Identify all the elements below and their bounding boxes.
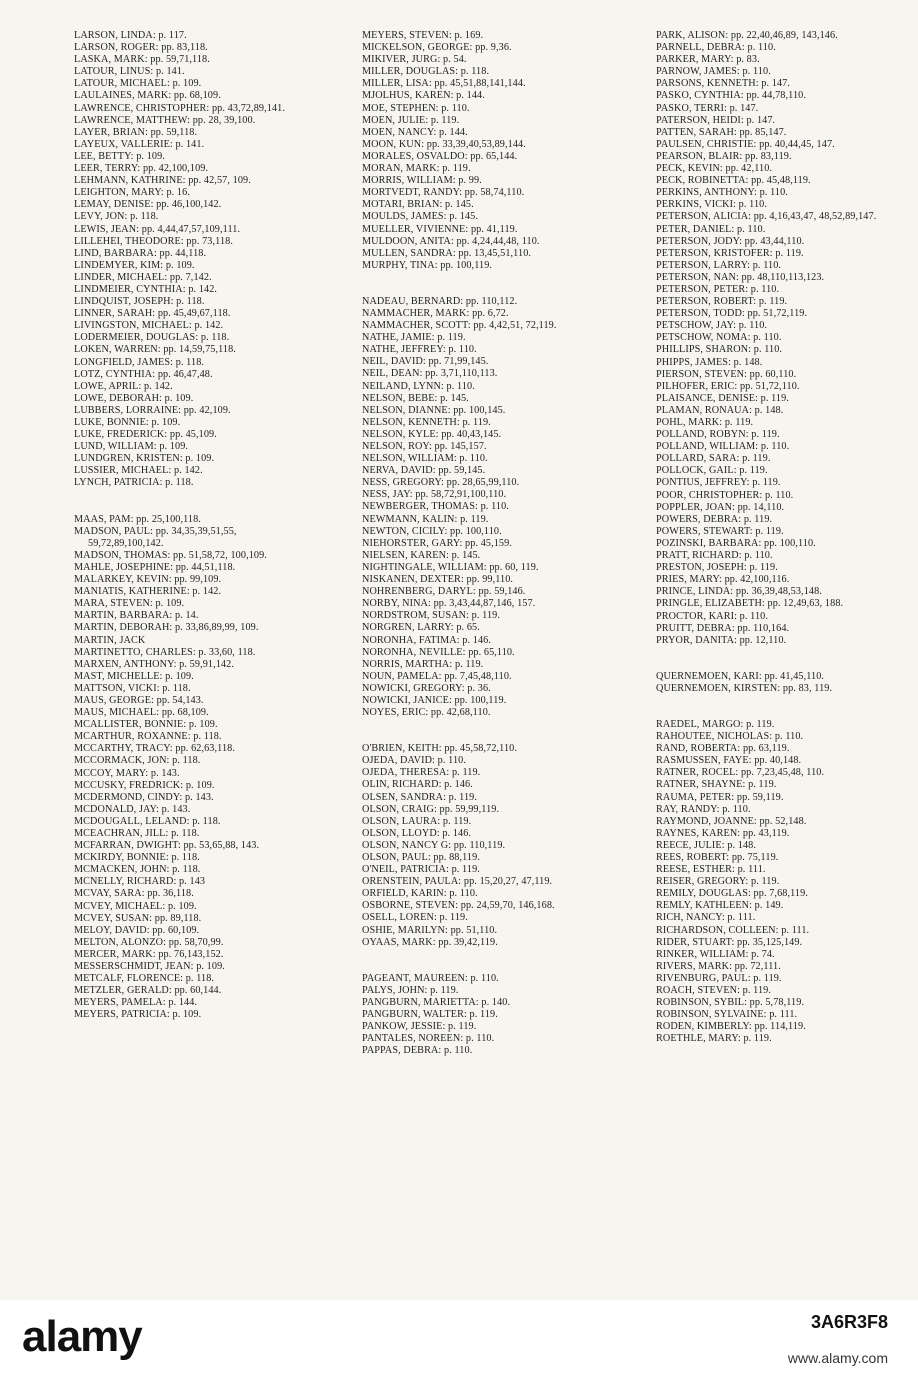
index-entry: MUELLER, VIVIENNE: pp. 41,119. bbox=[362, 223, 518, 235]
index-entry: NEWTON, CICILY: pp. 100,110. bbox=[362, 525, 502, 537]
index-entry: PANGBURN, MARIETTA: p. 140. bbox=[362, 996, 511, 1008]
index-entry: PAULSEN, CHRISTIE: pp. 40,44,45, 147. bbox=[656, 138, 835, 150]
index-entry: RAYNES, KAREN: pp. 43,119. bbox=[656, 827, 790, 839]
index-entry: MCDONALD, JAY: p. 143. bbox=[74, 803, 191, 815]
index-entry: MCDOUGALL, LELAND: p. 118. bbox=[74, 815, 221, 827]
index-entry: POHL, MARK: p. 119. bbox=[656, 417, 754, 428]
section-gap bbox=[362, 719, 612, 743]
index-entry: NELSON, KENNETH: p. 119. bbox=[362, 416, 491, 428]
index-entry: METCALF, FLORENCE: p. 118. bbox=[74, 973, 215, 985]
watermark-url: www.alamy.com bbox=[787, 1350, 888, 1366]
index-entry: PETERSON, JODY: pp. 43,44,110. bbox=[656, 235, 805, 247]
index-entry: MOON, KUN: pp. 33,39,40,53,89,144. bbox=[362, 138, 526, 150]
index-entry: NIELSEN, KAREN: p. 145. bbox=[362, 549, 481, 561]
index-entry: LINDQUIST, JOSEPH: p. 118. bbox=[74, 296, 205, 308]
index-entry: NORBY, NINA: pp. 3,43,44,87,146, 157. bbox=[362, 598, 536, 610]
index-entry: MARXEN, ANTHONY: p. 59,91,142. bbox=[74, 658, 234, 670]
index-entry: OYAAS, MARK: pp. 39,42,119. bbox=[362, 936, 498, 948]
index-entry: MCEACHRAN, JILL: p. 118. bbox=[74, 828, 200, 839]
index-entry: LATOUR, LINUS: p. 141. bbox=[74, 66, 185, 78]
index-entry: OLSON, NANCY G: pp. 110,119. bbox=[362, 839, 506, 851]
index-entry: LUKE, BONNIE: p. 109. bbox=[74, 417, 181, 428]
index-entry: LEER, TERRY: pp. 42,100,109. bbox=[74, 163, 209, 175]
index-entry: REMILY, DOUGLAS: pp. 7,68,119. bbox=[656, 888, 808, 900]
index-entry: NIEHORSTER, GARY: pp. 45,159. bbox=[362, 537, 512, 549]
index-entry: NADEAU, BERNARD: pp. 110,112. bbox=[362, 295, 518, 307]
index-entry: LUBBERS, LORRAINE: pp. 42,109. bbox=[74, 404, 231, 416]
index-entry: MCDERMOND, CINDY: p. 143. bbox=[74, 791, 214, 803]
index-entry: MARTIN, DEBORAH: p. 33,86,89,99, 109. bbox=[74, 622, 259, 634]
index-entry: NELSON, WILLIAM: p. 110. bbox=[362, 453, 488, 465]
index-entry: LOKEN, WARREN: pp. 14,59,75,118. bbox=[74, 344, 236, 356]
index-entry: RAYMOND, JOANNE: pp. 52,148. bbox=[656, 815, 807, 827]
index-entry: PRIES, MARY: pp. 42,100,116. bbox=[656, 574, 790, 586]
index-entry: ROETHLE, MARY: p. 119. bbox=[656, 1033, 772, 1045]
index-entry: PIERSON, STEVEN: pp. 60,110. bbox=[656, 368, 797, 380]
index-entry: NATHE, JAMIE: p. 119. bbox=[362, 332, 466, 344]
index-entry: MORALES, OSVALDO: pp. 65,144. bbox=[362, 150, 518, 162]
index-entry: PANKOW, JESSIE: p. 119. bbox=[362, 1021, 477, 1033]
index-entry: LOWE, DEBORAH: p. 109. bbox=[74, 392, 194, 404]
index-entry: MCCARTHY, TRACY: pp. 62,63,118. bbox=[74, 743, 235, 755]
index-entry: OLIN, RICHARD: p. 146. bbox=[362, 779, 473, 791]
index-entry: RASMUSSEN, FAYE: pp. 40,148. bbox=[656, 755, 802, 767]
index-entry: ROBINSON, SYLVAINE: p. 111. bbox=[656, 1009, 798, 1021]
index-entry: MORAN, MARK: p. 119. bbox=[362, 163, 471, 175]
index-entry: POLLARD, SARA: p. 119. bbox=[656, 453, 771, 465]
index-entry: MALARKEY, KEVIN: pp. 99,109. bbox=[74, 574, 222, 586]
index-entry: LILLEHEI, THEODORE: pp. 73,118. bbox=[74, 235, 234, 247]
index-entry: LEMAY, DENISE: pp. 46,100,142. bbox=[74, 199, 222, 211]
section-gap bbox=[656, 695, 896, 719]
index-entry: LAULAINES, MARK: pp. 68,109. bbox=[74, 90, 221, 102]
index-entry: MELTON, ALONZO: pp. 58,70,99. bbox=[74, 936, 224, 948]
index-entry: ROBINSON, SYBIL: pp. 5,78,119. bbox=[656, 997, 805, 1009]
index-entry: LAWRENCE, CHRISTOPHER: pp. 43,72,89,141. bbox=[74, 102, 285, 114]
index-entry: OLSEN, SANDRA: p. 119. bbox=[362, 791, 478, 803]
index-entry: MEYERS, STEVEN: p. 169. bbox=[362, 30, 484, 41]
index-entry: RINKER, WILLIAM: p. 74. bbox=[656, 948, 775, 960]
index-entry: NEWBERGER, THOMAS: p. 110. bbox=[362, 501, 509, 513]
index-entry: LAWRENCE, MATTHEW: pp. 28, 39,100. bbox=[74, 114, 256, 126]
index-entry: LOWE, APRIL: p. 142. bbox=[74, 380, 173, 392]
index-entry: MEYERS, PATRICIA: p. 109. bbox=[74, 1009, 202, 1021]
index-entry: OSELL, LOREN: p. 119. bbox=[362, 912, 468, 924]
index-entry: LEIGHTON, MARY: p. 16. bbox=[74, 187, 190, 199]
index-entry: LIND, BARBARA: pp. 44,118. bbox=[74, 247, 207, 259]
index-entry: PARNOW, JAMES: p. 110. bbox=[656, 66, 771, 78]
index-entry: LYNCH, PATRICIA: p. 118. bbox=[74, 477, 194, 489]
index-entry: PASKO, TERRI: p. 147. bbox=[656, 102, 759, 114]
index-entry: NOUN, PAMELA: pp. 7,45,48,110. bbox=[362, 670, 512, 682]
index-entry: LAYEUX, VALLERIE: p. 141. bbox=[74, 138, 205, 150]
index-entry: MCKIRDY, BONNIE: p. 118. bbox=[74, 852, 200, 864]
index-entry: NORDSTROM, SUSAN: p. 119. bbox=[362, 610, 500, 622]
index-entry: MCNELLY, RICHARD: p. 143 bbox=[74, 876, 206, 888]
index-entry: O'BRIEN, KEITH: pp. 45,58,72,110. bbox=[362, 743, 518, 755]
index-entry: MCVEY, MICHAEL: p. 109. bbox=[74, 900, 197, 912]
index-entry: MCMACKEN, JOHN: p. 118. bbox=[74, 864, 201, 876]
index-entry: MORTVEDT, RANDY: pp. 58,74,110. bbox=[362, 187, 525, 199]
index-entry: PRATT, RICHARD: p. 110. bbox=[656, 550, 773, 562]
index-entry: PETERSON, NAN: pp. 48,110,113,123. bbox=[656, 271, 825, 283]
index-entry: MARTIN, BARBARA: p. 14. bbox=[74, 610, 199, 622]
index-entry: NEIL, DEAN: pp. 3,71,110,113. bbox=[362, 368, 498, 380]
index-entry: POWERS, DEBRA: p. 119. bbox=[656, 513, 773, 525]
index-entry: MARTINETTO, CHARLES: p. 33,60, 118. bbox=[74, 646, 256, 658]
index-column-3 bbox=[656, 30, 896, 1046]
index-entry: PETERSON, PETER: p. 110. bbox=[656, 283, 780, 295]
index-entry: LIVINGSTON, MICHAEL: p. 142. bbox=[74, 320, 224, 332]
index-entry: REMLY, KATHLEEN: p. 149. bbox=[656, 900, 784, 912]
index-entry: POOR, CHRISTOPHER: p. 110. bbox=[656, 489, 794, 501]
index-entry: OJEDA, DAVID: p. 110. bbox=[362, 755, 466, 767]
index-entry: PETERSON, TODD: pp. 51,72,119. bbox=[656, 308, 808, 320]
index-entry: LUSSIER, MICHAEL: p. 142. bbox=[74, 465, 203, 477]
index-entry: PERKINS, ANTHONY: p. 110. bbox=[656, 187, 788, 199]
index-entry: METZLER, GERALD: pp. 60,144. bbox=[74, 985, 222, 997]
index-entry: PRINGLE, ELIZABETH: pp. 12,49,63, 188. bbox=[656, 598, 844, 610]
index-entry: MULLEN, SANDRA: pp. 13,45,51,110. bbox=[362, 247, 532, 259]
index-entry: RAND, ROBERTA: pp. 63,119. bbox=[656, 743, 790, 755]
index-entry: OLSON, LAURA: p. 119. bbox=[362, 815, 472, 827]
index-entry: NORGREN, LARRY: p. 65. bbox=[362, 622, 480, 634]
index-entry: LUKE, FREDERICK: pp. 45,109. bbox=[74, 429, 217, 441]
index-entry: PASKO, CYNTHIA: pp. 44,78,110. bbox=[656, 90, 806, 102]
index-entry: MCVEY, SUSAN: pp. 89,118. bbox=[74, 912, 202, 924]
index-entry: MARA, STEVEN: p. 109. bbox=[74, 598, 185, 610]
index-entry: MILLER, DOUGLAS: p. 118. bbox=[362, 66, 490, 78]
index-entry: MOEN, JULIE: p. 119. bbox=[362, 114, 460, 126]
index-entry: PANGBURN, WALTER: p. 119. bbox=[362, 1009, 498, 1021]
index-entry: RAY, RANDY: p. 110. bbox=[656, 803, 751, 815]
index-entry: NORONHA, NEVILLE: pp. 65,110. bbox=[362, 646, 515, 658]
index-entry: RAHOUTEE, NICHOLAS: p. 110. bbox=[656, 731, 804, 743]
index-entry: NEWMANN, KALIN: p. 119. bbox=[362, 513, 489, 525]
index-entry: MURPHY, TINA: pp. 100,119. bbox=[362, 259, 493, 271]
index-entry: LAYER, BRIAN: pp. 59,118. bbox=[74, 126, 198, 138]
index-entry: PETERSON, ROBERT: p. 119. bbox=[656, 296, 788, 308]
index-entry: LUNDGREN, KRISTEN: p. 109. bbox=[74, 453, 215, 465]
index-entry: POLLOCK, GAIL: p. 119. bbox=[656, 465, 768, 477]
index-entry: PEARSON, BLAIR: pp. 83,119. bbox=[656, 150, 792, 162]
index-entry: O'NEIL, PATRICIA: p. 119. bbox=[362, 864, 480, 876]
index-entry: MAUS, MICHAEL: pp. 68,109. bbox=[74, 707, 209, 719]
section-gap bbox=[362, 272, 612, 296]
index-entry: LASKA, MARK: pp. 59,71,118. bbox=[74, 54, 210, 66]
index-entry: MERCER, MARK: pp. 76,143,152. bbox=[74, 948, 224, 960]
index-entry: LINDER, MICHAEL: pp. 7,142. bbox=[74, 271, 212, 283]
index-entry: PETERSON, LARRY: p. 110. bbox=[656, 259, 782, 271]
index-entry: RAUMA, PETER: pp. 59,119. bbox=[656, 791, 784, 803]
section-gap bbox=[74, 490, 314, 514]
index-entry: ORENSTEIN, PAULA: pp. 15,20,27, 47,119. bbox=[362, 876, 553, 888]
index-entry: PRESTON, JOSEPH: p. 119. bbox=[656, 562, 778, 574]
index-entry: LEVY, JON: p. 118. bbox=[74, 211, 159, 223]
index-entry: MAUS, GEORGE: pp. 54,143. bbox=[74, 694, 204, 706]
index-entry: MORRIS, WILLIAM: p. 99. bbox=[362, 175, 482, 187]
index-entry: RATNER, SHAYNE: p. 119. bbox=[656, 779, 777, 791]
index-entry: OLSON, LLOYD: p. 146. bbox=[362, 827, 472, 839]
index-entry: RATNER, ROCEL: pp. 7,23,45,48, 110. bbox=[656, 767, 825, 779]
index-entry: MOULDS, JAMES: p. 145. bbox=[362, 211, 478, 223]
index-entry: MARTIN, JACK bbox=[74, 634, 146, 646]
image-id: 3A6R3F8 bbox=[810, 1312, 888, 1332]
index-entry: MICKELSON, GEORGE: pp. 9,36. bbox=[362, 42, 512, 54]
index-entry: NORRIS, MARTHA: p. 119. bbox=[362, 658, 484, 670]
index-entry: MEYERS, PAMELA: p. 144. bbox=[74, 997, 198, 1009]
index-entry: PARK, ALISON: pp. 22,40,46,89, 143,146. bbox=[656, 30, 838, 41]
index-entry: MIKIVER, JURG: p. 54. bbox=[362, 54, 467, 66]
index-entry: MANIATIS, KATHERINE: p. 142. bbox=[74, 586, 222, 598]
index-entry: PHILLIPS, SHARON: p. 110. bbox=[656, 344, 783, 356]
index-entry: MOEN, NANCY: p. 144. bbox=[362, 126, 468, 138]
index-entry: OLSON, PAUL: pp. 88,119. bbox=[362, 852, 480, 863]
index-entry: PERKINS, VICKI: p. 110. bbox=[656, 199, 767, 211]
index-entry: PROCTOR, KARI: p. 110. bbox=[656, 610, 769, 622]
index-entry: NATHE, JEFFREY: p. 110. bbox=[362, 344, 477, 356]
index-entry: MAHLE, JOSEPHINE: pp. 44,51,118. bbox=[74, 561, 236, 573]
index-entry: RICH, NANCY: p. 111. bbox=[656, 912, 756, 924]
index-entry: MADSON, THOMAS: pp. 51,58,72, 100,109. bbox=[74, 549, 267, 561]
index-entry: MESSERSCHMIDT, JEAN: p. 109. bbox=[74, 961, 225, 973]
index-entry: NOHRENBERG, DARYL: pp. 59,146. bbox=[362, 586, 526, 598]
index-entry: MJOLHUS, KAREN: p. 144. bbox=[362, 90, 485, 102]
index-entry: NERVA, DAVID: pp. 59,145. bbox=[362, 465, 486, 477]
index-entry: PHIPPS, JAMES: p. 148. bbox=[656, 356, 763, 368]
index-entry: ORFIELD, KARIN: p. 110. bbox=[362, 888, 478, 900]
index-entry: POLLAND, ROBYN: p. 119. bbox=[656, 429, 780, 441]
index-entry: LODERMEIER, DOUGLAS: p. 118. bbox=[74, 332, 230, 344]
index-entry: NELSON, ROY: pp. 145,157. bbox=[362, 441, 487, 452]
index-entry: PARKER, MARY: p. 83. bbox=[656, 54, 760, 66]
index-entry: PECK, ROBINETTA: pp. 45,48,119. bbox=[656, 175, 811, 187]
index-entry: NESS, JAY: pp. 58,72,91,100,110. bbox=[362, 489, 507, 501]
index-entry: PALYS, JOHN: p. 119. bbox=[362, 984, 459, 996]
index-entry: QUERNEMOEN, KARI: pp. 41,45,110. bbox=[656, 670, 825, 682]
index-entry: LINDEMYER, KIM: p. 109. bbox=[74, 259, 195, 271]
index-entry: MCVAY, SARA: pp. 36,118. bbox=[74, 888, 194, 900]
index-entry: RIVENBURG, PAUL: p. 119. bbox=[656, 972, 782, 984]
index-entry: MOTARI, BRIAN: p. 145. bbox=[362, 199, 474, 211]
index-entry: PRUITT, DEBRA: pp. 110,164. bbox=[656, 622, 790, 634]
index-entry: MAAS, PAM: pp. 25,100,118. bbox=[74, 513, 201, 525]
index-entry: NAMMACHER, SCOTT: pp. 4,42,51, 72,119. bbox=[362, 320, 557, 332]
index-entry: LONGFIELD, JAMES: p. 118. bbox=[74, 356, 205, 368]
index-column-1 bbox=[74, 30, 314, 1022]
index-entry: PATTEN, SARAH: pp. 85,147. bbox=[656, 126, 787, 138]
index-entry: LATOUR, MICHAEL: p. 109. bbox=[74, 78, 202, 90]
index-entry: NORONHA, FATIMA: p. 146. bbox=[362, 634, 491, 646]
index-entry: MADSON, PAUL: pp. 34,35,39,51,55, 59,72,89,100,142. bbox=[74, 525, 237, 549]
index-entry: LOTZ, CYNTHIA: pp. 46,47,48. bbox=[74, 368, 213, 380]
index-entry: PAPPAS, DEBRA: p. 110. bbox=[362, 1045, 473, 1057]
index-entry: LINDMEIER, CYNTHIA: p. 142. bbox=[74, 283, 218, 295]
index-entry: RODEN, KIMBERLY: pp. 114,119. bbox=[656, 1021, 806, 1033]
index-entry: PAGEANT, MAUREEN: p. 110. bbox=[362, 972, 499, 984]
index-entry: NAMMACHER, MARK: pp. 6,72. bbox=[362, 307, 509, 319]
alamy-logo: alamy bbox=[22, 1312, 142, 1361]
index-entry: MCCORMACK, JON: p. 118. bbox=[74, 755, 201, 767]
index-entry: NOWICKI, GREGORY: p. 36. bbox=[362, 682, 491, 694]
index-entry: REESE, ESTHER: p. 111. bbox=[656, 864, 766, 876]
index-entry: PETSCHOW, JAY: p. 110. bbox=[656, 320, 768, 332]
index-entry: NELSON, DIANNE: pp. 100,145. bbox=[362, 404, 506, 416]
index-entry: PRINCE, LINDA: pp. 36,39,48,53,148. bbox=[656, 586, 822, 598]
index-entry: LEWIS, JEAN: pp. 4,44,47,57,109,111. bbox=[74, 223, 241, 235]
section-gap bbox=[656, 647, 896, 671]
index-entry: PLAISANCE, DENISE: p. 119. bbox=[656, 392, 789, 404]
index-entry: REECE, JULIE: p. 148. bbox=[656, 839, 757, 851]
section-gap bbox=[362, 949, 612, 973]
index-entry: LARSON, LINDA: p. 117. bbox=[74, 30, 187, 41]
index-entry: PONTIUS, JEFFREY: p. 119. bbox=[656, 477, 781, 489]
index-entry: RAEDEL, MARGO: p. 119. bbox=[656, 718, 775, 730]
index-entry: NESS, GREGORY: pp. 28,65,99,110. bbox=[362, 477, 520, 489]
index-entry: MOE, STEPHEN: p. 110. bbox=[362, 102, 470, 114]
index-entry: QUERNEMOEN, KIRSTEN: pp. 83, 119. bbox=[656, 682, 833, 694]
index-entry: POLLAND, WILLIAM: p. 110. bbox=[656, 441, 790, 453]
index-entry: OSBORNE, STEVEN: pp. 24,59,70, 146,168. bbox=[362, 900, 555, 912]
index-entry: PLAMAN, RONAUA: p. 148. bbox=[656, 404, 784, 416]
index-entry: REISER, GREGORY: p. 119. bbox=[656, 876, 780, 888]
index-entry: PETSCHOW, NOMA: p. 110. bbox=[656, 332, 782, 344]
index-entry: PILHOFER, ERIC: pp. 51,72,110. bbox=[656, 380, 800, 392]
index-entry: POZINSKI, BARBARA: pp. 100,110. bbox=[656, 537, 816, 549]
index-entry: NEILAND, LYNN: p. 110. bbox=[362, 380, 475, 392]
index-entry: NEIL, DAVID: pp. 71,99,145. bbox=[362, 356, 489, 368]
index-entry: NELSON, KYLE: pp. 40,43,145. bbox=[362, 428, 502, 440]
index-entry: RIDER, STUART: pp. 35,125,149. bbox=[656, 936, 803, 948]
index-entry: MELOY, DAVID: pp. 60,109. bbox=[74, 924, 200, 936]
index-entry: LEE, BETTY: p. 109. bbox=[74, 150, 165, 162]
index-entry: NIGHTINGALE, WILLIAM: pp. 60, 119. bbox=[362, 561, 539, 573]
index-entry: NELSON, BEBE: p. 145. bbox=[362, 392, 469, 404]
index-entry: LEHMANN, KATHRINE: pp. 42,57, 109. bbox=[74, 175, 251, 187]
index-entry: REES, ROBERT: pp. 75,119. bbox=[656, 852, 779, 863]
index-entry: PRYOR, DANITA: pp. 12,110. bbox=[656, 634, 787, 646]
index-entry: PARSONS, KENNETH: p. 147. bbox=[656, 78, 791, 90]
index-entry: MULDOON, ANITA: pp. 4,24,44,48, 110. bbox=[362, 235, 540, 247]
index-entry: LINNER, SARAH: pp. 45,49,67,118. bbox=[74, 308, 231, 320]
index-entry: PETERSON, ALICIA: pp. 4,16,43,47, 48,52,89,147. bbox=[656, 211, 877, 223]
index-entry: PECK, KEVIN: pp. 42,110. bbox=[656, 163, 773, 175]
index-entry: OSHIE, MARILYN: pp. 51,110. bbox=[362, 924, 498, 936]
index-entry: MCCUSKY, FREDRICK: p. 109. bbox=[74, 779, 215, 791]
index-entry: POPPLER, JOAN: pp. 14,110. bbox=[656, 501, 785, 513]
index-entry: MCALLISTER, BONNIE: p. 109. bbox=[74, 719, 218, 731]
index-entry: MATTSON, VICKI: p. 118. bbox=[74, 682, 191, 694]
index-entry: RIVERS, MARK: pp. 72,111. bbox=[656, 960, 781, 972]
index-entry: PATERSON, HEIDI: p. 147. bbox=[656, 114, 776, 126]
index-entry: NOYES, ERIC: pp. 42,68,110. bbox=[362, 707, 491, 719]
index-entry: PANTALES, NOREEN: p. 110. bbox=[362, 1033, 495, 1045]
index-entry: PETERSON, KRISTOFER: p. 119. bbox=[656, 247, 804, 259]
index-entry: PETER, DANIEL: p. 110. bbox=[656, 223, 766, 235]
index-entry: NOWICKI, JANICE: pp. 100,119. bbox=[362, 694, 507, 706]
index-entry: PARNELL, DEBRA: p. 110. bbox=[656, 42, 776, 54]
index-entry: ROACH, STEVEN: p. 119. bbox=[656, 985, 772, 997]
index-entry: OLSON, CRAIG: pp. 59,99,119. bbox=[362, 803, 500, 815]
index-entry: NISKANEN, DEXTER: pp. 99,110. bbox=[362, 574, 514, 586]
index-entry: MCARTHUR, ROXANNE: p. 118. bbox=[74, 731, 222, 743]
index-entry: RICHARDSON, COLLEEN: p. 111. bbox=[656, 924, 810, 936]
index-entry: LARSON, ROGER: pp. 83,118. bbox=[74, 42, 208, 54]
index-entry: MCFARRAN, DWIGHT: pp. 53,65,88, 143. bbox=[74, 840, 260, 852]
index-entry: MCCOY, MARY: p. 143. bbox=[74, 767, 180, 779]
index-entry: MILLER, LISA: pp. 45,51,88,141,144. bbox=[362, 78, 526, 90]
index-entry: OJEDA, THERESA: p. 119. bbox=[362, 767, 481, 779]
index-entry: POWERS, STEWART: p. 119. bbox=[656, 525, 784, 537]
index-column-2 bbox=[362, 30, 612, 1057]
index-entry: LUND, WILLIAM: p. 109. bbox=[74, 441, 189, 453]
index-entry: MAST, MICHELLE: p. 109. bbox=[74, 670, 194, 682]
